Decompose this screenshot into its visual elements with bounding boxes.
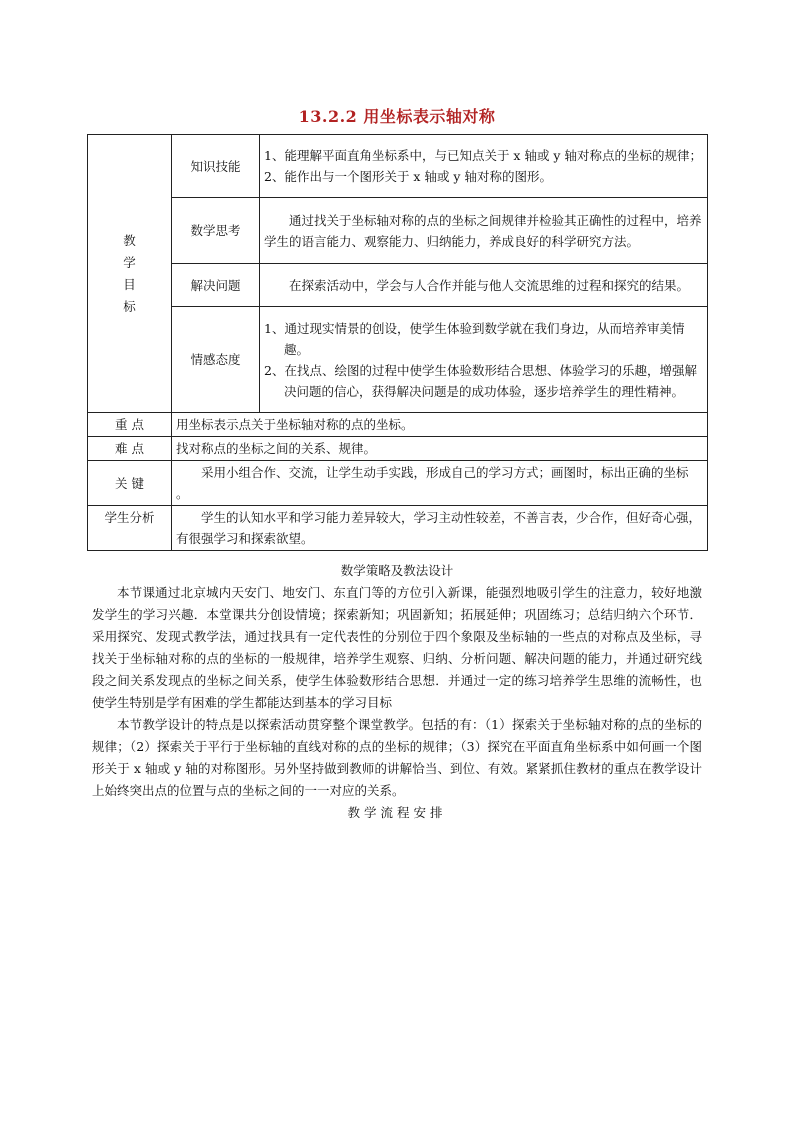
difficulty-label: 难 点: [88, 437, 172, 461]
strategy-heading: 数学策略及教法设计: [340, 563, 454, 578]
student-analysis-text: 学生的认知水平和学习能力差异较大，学习主动性较差，不善言表，少合作，但好奇心强，有很强学习和探索欲望。: [172, 506, 708, 551]
goal-label-problem: 解决问题: [172, 264, 260, 307]
goal-label-knowledge: 知识技能: [172, 135, 260, 198]
key-point-label: 重 点: [88, 413, 172, 437]
student-analysis-label: 学生分析: [88, 506, 172, 551]
goals-label: 教 学 目 标: [88, 135, 172, 413]
teaching-goals-table: [87, 134, 708, 551]
strategy-paragraph-1: 本节课通过北京城内天安门、地安门、东直门等的方位引入新课，能强烈地吸引学生的注意力，较好地激发学生的学习兴趣．本堂课共分创设情境；探索新知；巩固新知；拓展延伸；巩固练习；总结归纳六个环节．采用探究、发现式教学法，通过找具有一定代表性的分别位于四个象限及坐标轴的一些点的对称点及坐标，寻找关于坐标轴对称的点的坐标的一般规律，培养学生观察、归纳、分析问题、解决问题的能力，并通过研究线段之间关系发现点的坐标之间关系，使学生体验数形结合思想．并通过一定的练习培养学生思维的流畅性，也使学生特别是学有困难的学生都能达到基本的学习目标: [92, 585, 702, 710]
process-heading: 教学流程安排: [347, 805, 447, 820]
goal-label-thinking: 数学思考: [172, 198, 260, 264]
goal-content-thinking: 通过找关于坐标轴对称的点的坐标之间规律并检验其正确性的过程中，培养学生的语言能力、观察能力、归纳能力，养成良好的科学研究方法。: [260, 198, 708, 264]
difficulty-text: 找对称点的坐标之间的关系、规律。: [172, 437, 708, 461]
goal-content-attitude: 1、通过现实情景的创设，使学生体验到数学就在我们身边，从而培养审美情趣。 2、在找点、绘图的过程中使学生体验数形结合思想、体验学习的乐趣，增强解决问题的信心，获得解决问题是的成功体验，逐步培养学生的理性精神。: [260, 307, 708, 413]
page-title: 13.2.2 用坐标表示轴对称: [298, 107, 496, 126]
strategy-section: [92, 560, 702, 824]
key-point-text: 用坐标表示点关于坐标轴对称的点的坐标。: [172, 413, 708, 437]
crux-text: 采用小组合作、交流，让学生动手实践，形成自己的学习方式；画图时，标出正确的坐标 。: [172, 461, 708, 506]
goal-content-problem: 在探索活动中，学会与人合作并能与他人交流思维的过程和探究的结果。: [260, 264, 708, 307]
crux-label: 关 键: [88, 461, 172, 506]
strategy-paragraph-2: 本节教学设计的特点是以探索活动贯穿整个课堂教学。包括的有：（1）探索关于坐标轴对称的点的坐标的规律；（2）探索关于平行于坐标轴的直线对称的点的坐标的规律；（3）探究在平面直角坐标系中如何画一个图形关于 x 轴或 y 轴的对称图形。另外坚持做到教师的讲解恰当、到位、有效。紧紧抓住教材的重点在教学设计上始终突出点的位置与点的坐标之间的一一对应的关系。: [92, 717, 702, 798]
goal-label-attitude: 情感态度: [172, 307, 260, 413]
goal-content-knowledge: 1、能理解平面直角坐标系中，与已知点关于 x 轴或 y 轴对称点的坐标的规律； 2、能作出与一个图形关于 x 轴或 y 轴对称的图形。: [260, 135, 708, 198]
